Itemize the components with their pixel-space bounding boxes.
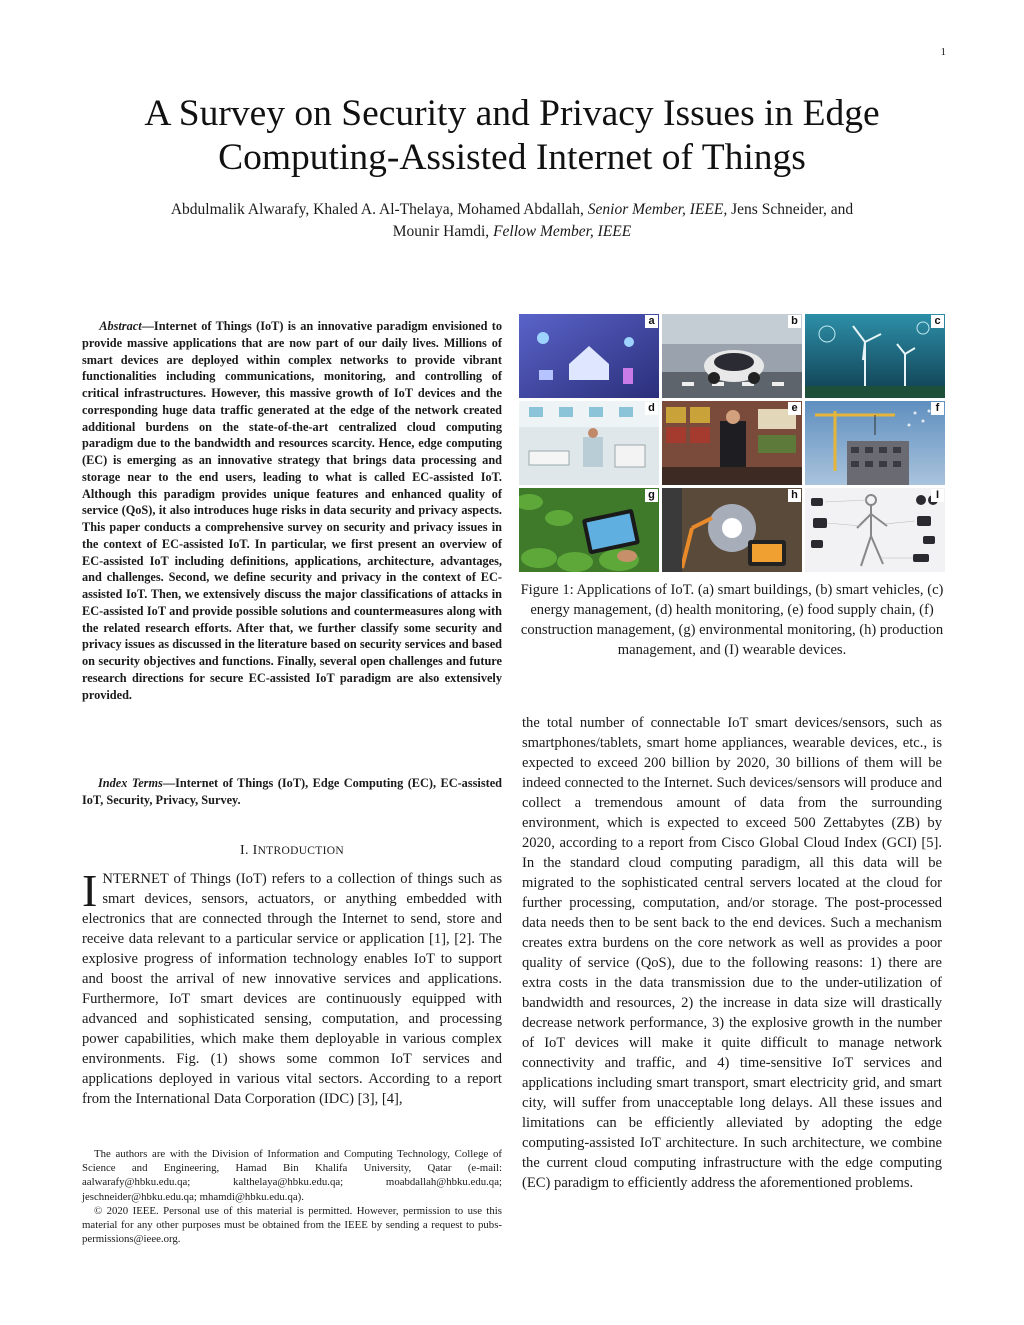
author-role-2: Fellow Member, IEEE xyxy=(493,223,632,240)
section-title-first: I xyxy=(252,843,258,858)
index-terms xyxy=(82,775,502,809)
figure-1 xyxy=(519,314,945,574)
section-numeral: I. xyxy=(240,843,253,858)
panel-energy-management xyxy=(805,314,945,398)
panel-health-monitoring xyxy=(519,401,659,485)
title-line-2: Computing-Assisted Internet of Things xyxy=(218,137,806,178)
abstract-text: —Internet of Things (IoT) is an innovative paradigm envisioned to provide massive applications that are now part of our daily lives. Millions of smart devices are deployed within complex networks to provide vibrant functionalities including communications, monitoring, and controlling of critical infrastructures. However, this massive growth of IoT devices and the corresponding huge data traffic generated at the edge of the network created additional burdens on the state-of-the-art centralized cloud computing paradigm due to the bandwidth and resources scarcity. Hence, edge computing (EC) is emerging as an innovative strategy that brings data processing and storage near to the end users, leading to what is called EC-assisted IoT. Although this paradigm provides unique features and enhanced quality of service (QoS), it also introduces huge risks in data security and privacy aspects. This paper conducts a comprehensive survey on security and privacy issues in the context of EC-assisted IoT. In particular, we first present an overview of EC-assisted IoT including definitions, applications, architecture, advantages, and challenges. Second, we define security and privacy in the context of EC-assisted IoT. Then, we extensively discuss the major classifications of attacks in EC-assisted IoT and provide possible solutions and countermeasures along with the related research efforts. After that, we further classify some security and privacy issues as discussed in the literature based on security services and based on security objectives and functions. Finally, several open challenges and future research directions for secure EC-assisted IoT paradigm are also extensively provided. xyxy=(82,319,503,702)
panel-label-i: I xyxy=(931,489,944,502)
panel-smart-vehicles xyxy=(662,314,802,398)
authors-part-2: Jens Schneider, and xyxy=(727,201,854,218)
authors-part-3: Mounir Hamdi, xyxy=(392,223,494,240)
footnote-copyright: © 2020 IEEE. Personal use of this material is permitted. However, permission to use this material for any other purposes must be obtained from the IEEE by sending a request to pubs-permissions@ieee.org. xyxy=(82,1204,502,1246)
panel-smart-buildings xyxy=(519,314,659,398)
panel-environmental-monitoring xyxy=(519,488,659,572)
panel-label-h: h xyxy=(788,489,801,502)
section-heading xyxy=(82,843,502,859)
footnote-affiliation: The authors are with the Division of Information and Computing Technology, College of Science and Engineering, Hamad Bin Khalifa University, Qatar (e-mail: aalwarafy@hbku.edu.qa; kalthelaya@hbku.edu.qa; moabdallah@hbku.edu.qa; jeschneider@hbku.edu.qa; mhamdi@hbku.edu.qa). xyxy=(82,1148,502,1203)
section-title-rest: NTRODUCTION xyxy=(257,845,344,857)
panel-construction-management xyxy=(805,401,945,485)
right-column-paragraph: the total number of connectable IoT smart devices/sensors, such as smartphones/tablets, smart home appliances, wearable devices, etc., is expected to exceed 200 billion by 2020, 30 billions of them will be indeed connected to the Internet. Such devices/sensors will produce and collect a tremendous amount of data from the surrounding environment, which is expected to exceed 500 Zettabytes (ZB) by 2020, according to a report from Cisco Global Cloud Index (GCI) [5]. In the standard cloud computing paradigm, all this data will be migrated to the sophisticated central servers located at the cloud for further processing, computation, and/or storage. The post-processed data needs then to be sent back to the end devices. Such a mechanism creates extra burdens on the core network as well as provides a poor quality of service (QoS), due to the following reasons: 1) there are extra costs in the data transmission due to the under-utilization of bandwidth and resources, 2) the increase in data size will drastically decrease network performance, 3) the explosive growth in the number of IoT devices will make it quite difficult to manage network connectivity and traffic, and 4) time-sensitive IoT services and applications including smart transport, smart electricity grid, and smart city, will suffer from unacceptable long delays. All these issues and limitations can be efficiently alleviated by adopting the edge computing-assisted IoT architecture. In such architecture, we combine the current cloud computing infrastructure with the edge computing (EC) paradigm to efficiently address the aforementioned problems. xyxy=(522,715,942,1191)
index-terms-text: —Internet of Things (IoT), Edge Computing (EC), EC-assisted IoT, Security, Privacy, Survey. xyxy=(82,776,502,807)
panel-wearable-devices xyxy=(805,488,945,572)
panel-food-supply-chain xyxy=(662,401,802,485)
author-role-1: Senior Member, IEEE, xyxy=(587,201,728,218)
panel-label-c: c xyxy=(931,315,944,328)
intro-text: of Things (IoT) refers to a collection of things such as smart devices, sensors, actuators, or anything embedded with electronics that are connected through the Internet to send, store and receive data relevant to a particular service or application [1], [2]. The explosive progress of information technology enables IoT to support and boost the arrival of new innovative services and applications. Furthermore, IoT smart devices are continuously equipped with advanced and sophisticated sensing, computation, and processing power capabilities, which make them deployable in various complex environments. Fig. (1) shows some common IoT services and applications deployed in various vital sectors. According to a report from the International Data Corporation (IDC) [3], [4], xyxy=(82,871,502,1107)
panel-label-a: a xyxy=(645,315,658,328)
authors-part-1: Abdulmalik Alwarafy, Khaled A. Al-Thelaya, Mohamed Abdallah, xyxy=(170,201,588,218)
title-line-1: A Survey on Security and Privacy Issues in Edge xyxy=(144,93,880,134)
panel-label-b: b xyxy=(788,315,801,328)
panel-label-f: f xyxy=(931,402,944,415)
index-terms-label: Index Terms xyxy=(98,776,163,790)
panel-label-d: d xyxy=(645,402,658,415)
panel-label-e: e xyxy=(788,402,801,415)
drop-cap: I xyxy=(82,865,98,916)
page-number: 1 xyxy=(940,46,946,58)
author-list xyxy=(60,199,964,243)
abstract-label: Abstract xyxy=(99,319,142,333)
abstract xyxy=(82,318,502,703)
figure-caption: Figure 1: Applications of IoT. (a) smart buildings, (b) smart vehicles, (c) energy management, (d) health monitoring, (e) food supply chain, (f) construction management, (g) environmental monitoring, (h) production management, and (I) wearable devices. xyxy=(520,582,944,658)
footnote xyxy=(82,1147,502,1246)
paper-title xyxy=(60,92,964,180)
intro-paragraph xyxy=(82,865,502,1109)
panel-production-management xyxy=(662,488,802,572)
intro-first-word: NTERNET xyxy=(102,871,169,887)
panel-label-g: g xyxy=(645,489,658,502)
